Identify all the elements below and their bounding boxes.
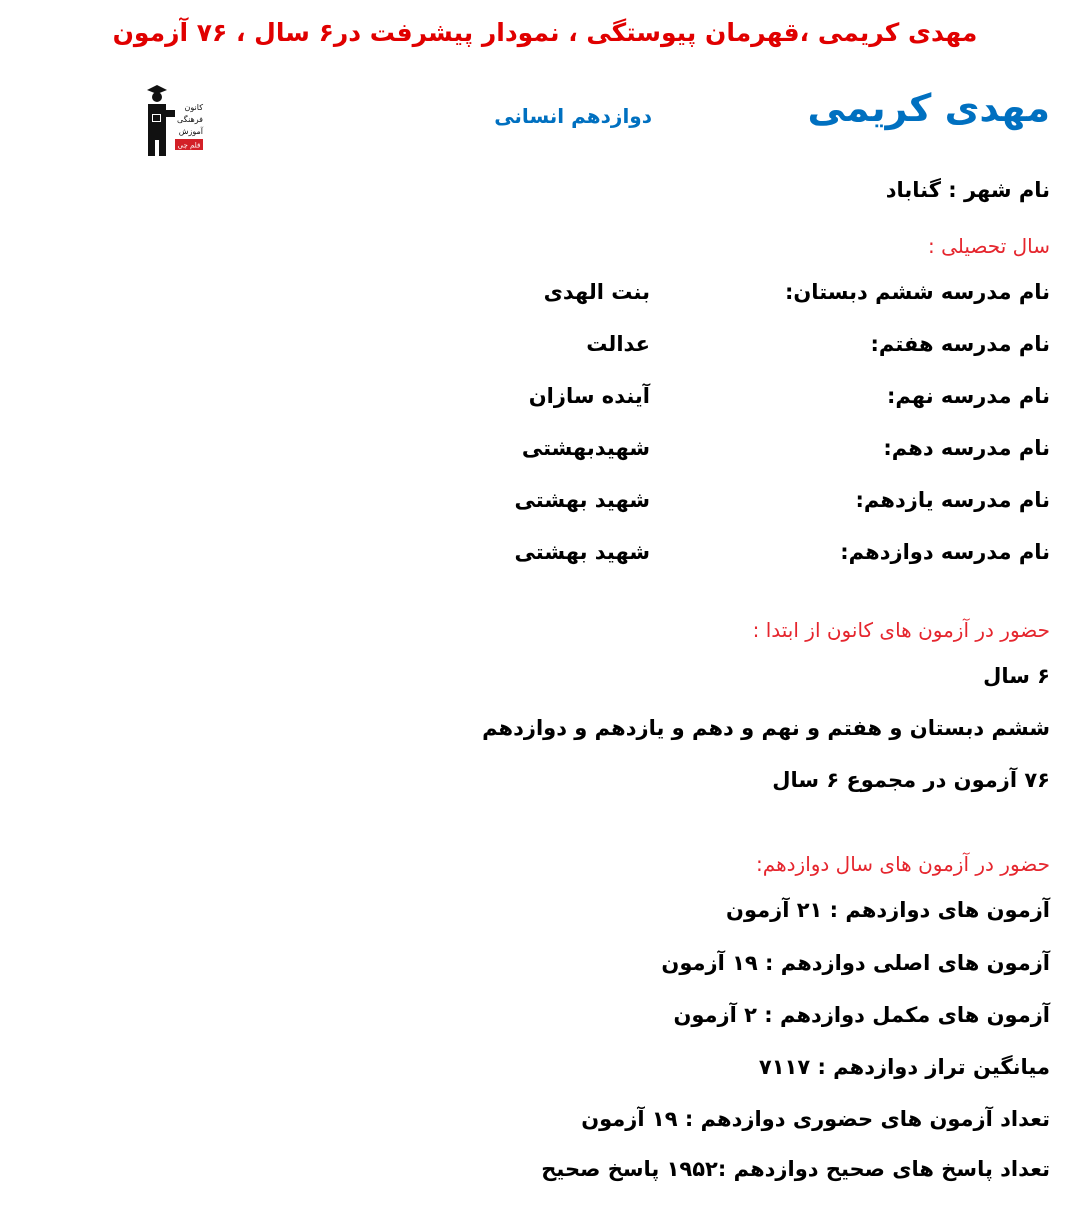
school-row-7 — [530, 332, 1050, 364]
school-label: نام مدرسه دوازدهم: — [840, 540, 1050, 564]
student-name: مهدی کریمی — [807, 86, 1050, 130]
school-label: نام مدرسه نهم: — [886, 384, 1050, 408]
school-label: نام مدرسه ششم دبستان: — [784, 280, 1050, 304]
school-value: بنت الهدی — [543, 280, 650, 304]
svg-text:آموزش: آموزش — [178, 127, 203, 136]
grade12-exams: آزمون های دوازدهم : ۲۱ آزمون — [726, 898, 1050, 922]
attendance-total-exams: ۷۶ آزمون در مجموع ۶ سال — [772, 768, 1050, 792]
school-value: آینده سازان — [528, 384, 650, 408]
grade12-average-score: میانگین تراز دوازدهم : ۷۱۱۷ — [758, 1055, 1050, 1079]
page-title: مهدی کریمی ،قهرمان پیوستگی ، نمودار پیشرفت در۶ سال ، ۷۶ آزمون — [112, 18, 978, 47]
school-row-12 — [514, 540, 1050, 572]
grade12-supplementary-exams: آزمون های مکمل دوازدهم : ۲ آزمون — [673, 1003, 1050, 1027]
school-label: نام مدرسه هفتم: — [870, 332, 1050, 356]
attendance-grade12-label: حضور در آزمون های سال دوازدهم: — [756, 852, 1050, 876]
school-row-9 — [530, 384, 1050, 416]
school-row-10 — [521, 436, 1050, 468]
student-grade-field: دوازدهم انسانی — [494, 104, 652, 128]
school-label: نام مدرسه یازدهم: — [855, 488, 1050, 512]
grade12-correct-answers: تعداد پاسخ های صحیح دوازدهم :۱۹۵۲ پاسخ صحیح — [541, 1157, 1050, 1181]
school-row-11 — [514, 488, 1050, 520]
kanoon-logo-icon — [145, 80, 205, 158]
grade12-main-exams: آزمون های اصلی دوازدهم : ۱۹ آزمون — [661, 951, 1050, 975]
svg-text:قلم چی: قلم چی — [177, 141, 201, 150]
svg-text:فرهنگی: فرهنگی — [177, 115, 203, 124]
school-value: عدالت — [586, 332, 650, 356]
school-value: شهید بهشتی — [514, 488, 650, 512]
attendance-grades: ششم دبستان و هفتم و نهم و دهم و یازدهم و دوازدهم — [482, 716, 1050, 740]
attendance-years: ۶ سال — [983, 664, 1050, 688]
grade12-in-person-exams: تعداد آزمون های حضوری دوازدهم : ۱۹ آزمون — [581, 1107, 1050, 1131]
academic-year-label: سال تحصیلی : — [928, 234, 1050, 258]
school-row-6 — [530, 280, 1050, 312]
school-label: نام مدرسه دهم: — [883, 436, 1050, 460]
city-line: نام شهر : گناباد — [885, 178, 1050, 202]
svg-text:کانون: کانون — [184, 103, 203, 112]
school-value: شهیدبهشتی — [521, 436, 650, 460]
school-value: شهید بهشتی — [514, 540, 650, 564]
attendance-since-start-label: حضور در آزمون های کانون از ابتدا : — [752, 618, 1050, 642]
